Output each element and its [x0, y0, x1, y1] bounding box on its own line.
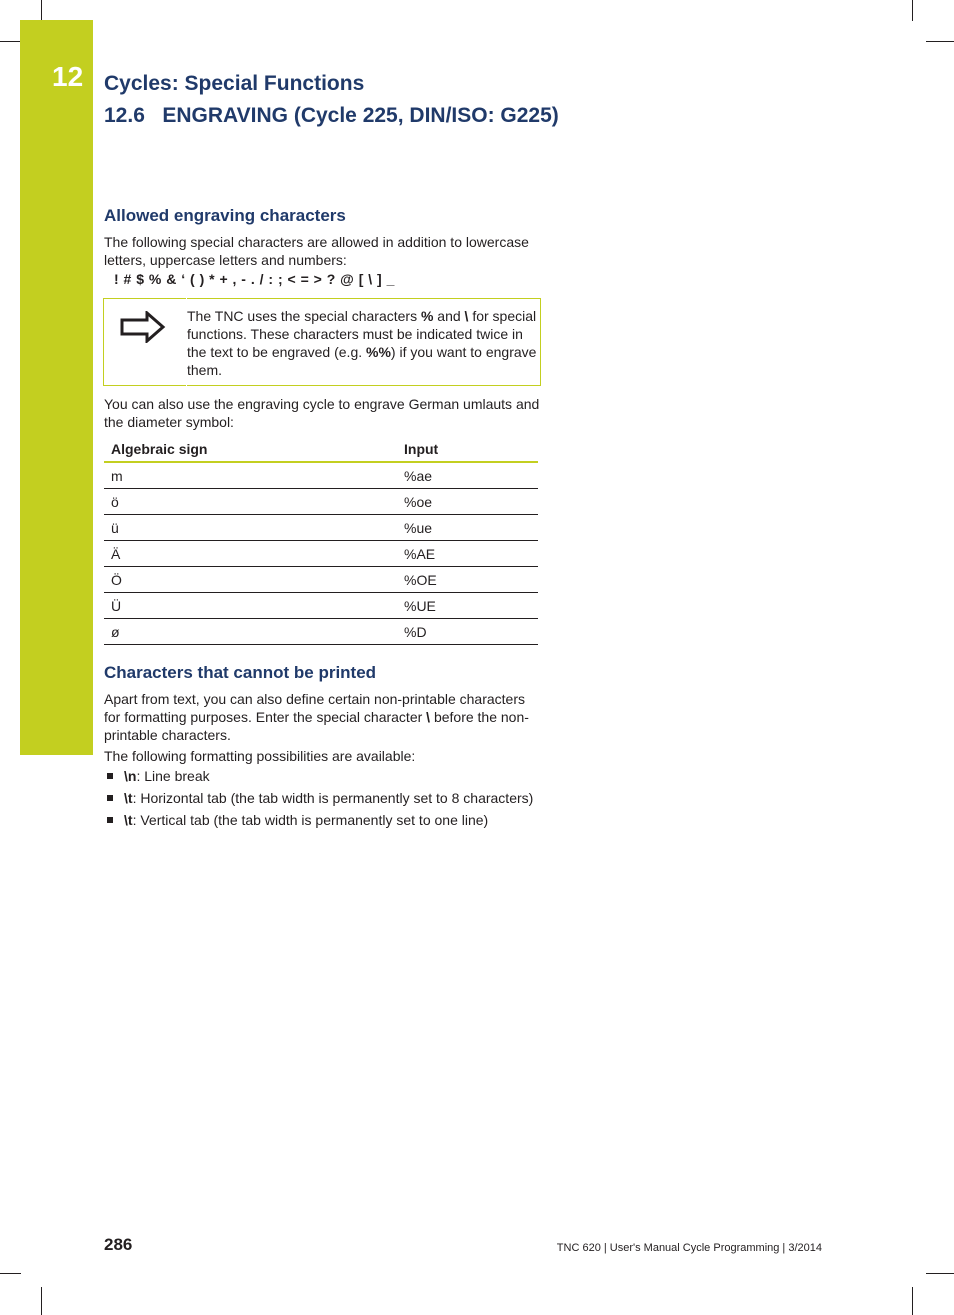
format-list	[104, 768, 544, 834]
format-code: \n	[124, 768, 137, 784]
cell-sign: Ü	[104, 593, 402, 619]
bullet-square-icon	[107, 795, 113, 801]
chapter-sidebar	[20, 20, 93, 755]
allowed-heading: Allowed engraving characters	[104, 206, 346, 225]
table-header-row	[104, 436, 538, 462]
header-input: Input	[402, 436, 538, 462]
cell-input: %D	[402, 619, 538, 645]
note-box	[103, 298, 541, 386]
nonprint-para	[104, 690, 544, 744]
note-text-part: The TNC uses the special characters	[187, 308, 421, 324]
umlaut-intro: You can also use the engraving cycle to engrave German umlauts and the diameter symbol:	[104, 396, 540, 430]
bullet-square-icon	[107, 773, 113, 779]
crop-mark	[926, 41, 954, 42]
header-algebraic-sign: Algebraic sign	[104, 436, 402, 462]
table-row	[104, 593, 538, 619]
list-item	[104, 768, 544, 785]
format-desc: : Line break	[136, 768, 210, 784]
table-row	[104, 541, 538, 567]
cell-sign: m	[104, 462, 402, 489]
note-text	[187, 307, 537, 379]
table-row	[104, 489, 538, 515]
nonprint-text: Apart from text, you can also define certain non-printable characters for formatting purposes. Enter the special character	[104, 691, 525, 725]
crop-mark	[912, 1287, 913, 1315]
cell-input: %UE	[402, 593, 538, 619]
crop-mark	[0, 1273, 21, 1274]
note-bold: %%	[366, 344, 391, 360]
crop-mark	[41, 1287, 42, 1315]
page-number: 286	[104, 1235, 133, 1254]
note-text-part: for special functions. These characters must be indicated twice in the text to be engraved (e.g.	[187, 308, 537, 360]
cell-input: %ae	[402, 462, 538, 489]
nonprint-text: before the non-printable characters.	[104, 709, 529, 743]
note-bold: %	[420, 308, 434, 324]
arrow-right-icon	[120, 311, 166, 343]
chapter-number: 12	[52, 61, 84, 92]
section-title: 12.6 ENGRAVING (Cycle 225, DIN/ISO: G225)	[104, 104, 559, 127]
cell-input: %ue	[402, 515, 538, 541]
format-desc: : Horizontal tab (the tab width is permanently set to 8 characters)	[132, 790, 534, 806]
table-row	[104, 619, 538, 645]
note-text-part: and	[433, 308, 465, 324]
nonprint-possibilities: The following formatting possibilities are available:	[104, 748, 416, 764]
umlaut-table	[104, 436, 538, 645]
format-code: \t	[124, 790, 133, 806]
list-item	[104, 812, 544, 829]
footer-text: TNC 620 | User's Manual Cycle Programming | 3/2014	[556, 1242, 822, 1254]
crop-mark	[41, 0, 42, 21]
crop-mark	[926, 1273, 954, 1274]
cell-sign: ö	[104, 489, 402, 515]
note-bold: \	[464, 308, 469, 324]
format-desc: : Vertical tab (the tab width is permanently set to one line)	[132, 812, 489, 828]
table-row	[104, 515, 538, 541]
chapter-title: Cycles: Special Functions	[104, 72, 365, 95]
cell-sign: ø	[104, 619, 402, 645]
format-code: \t	[124, 812, 133, 828]
nonprint-bold: \	[426, 709, 431, 725]
nonprint-heading: Characters that cannot be printed	[104, 663, 377, 682]
crop-mark	[0, 41, 21, 42]
bullet-square-icon	[107, 817, 113, 823]
cell-sign: ü	[104, 515, 402, 541]
cell-sign: Ä	[104, 541, 402, 567]
cell-input: %oe	[402, 489, 538, 515]
table-row	[104, 462, 538, 489]
cell-sign: Ö	[104, 567, 402, 593]
crop-mark	[912, 0, 913, 21]
list-item	[104, 790, 544, 807]
cell-input: %OE	[402, 567, 538, 593]
cell-input: %AE	[402, 541, 538, 567]
note-text-part: ) if you want to engrave them.	[187, 344, 537, 378]
allowed-chars: ! # $ % & ‘ ( ) * + , - . / : ; < = > ? @ [ \ ] _	[114, 271, 395, 287]
allowed-intro: The following special characters are allowed in addition to lowercase letters, uppercase letters and numbers:	[104, 234, 529, 268]
table-row	[104, 567, 538, 593]
